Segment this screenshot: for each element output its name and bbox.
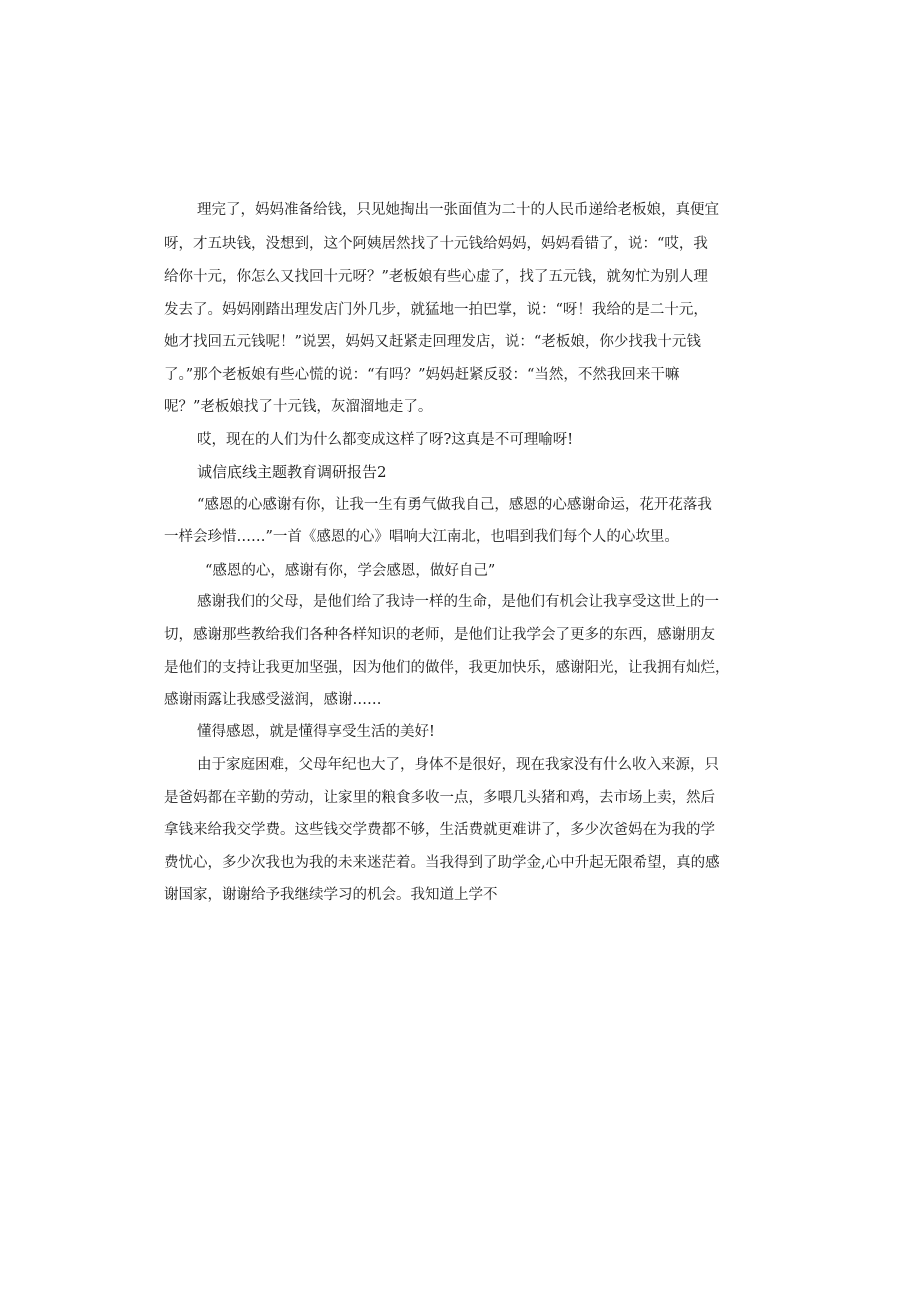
family-line: 是爸妈都在辛勤的劳动，让家里的粮食多收一点，多喂几头猪和鸡，去市场上卖，然后	[164, 790, 715, 806]
family-line: 由于家庭困难，父母年纪也大了，身体不是很好，现在我家没有什么收入来源，只	[197, 757, 719, 773]
sigh-line: 哎，现在的人们为什么都变成这样了呀?这真是不可理喻呀!	[197, 432, 574, 448]
quote-line: 一样会珍惜……”一首《感恩的心》唱响大江南北，也唱到我们每个人的心坎里。	[164, 529, 679, 545]
story-line: 发去了。妈妈刚踏出理发店门外几步，就猛地一拍巴掌，说：“呀！我给的是二十元，	[164, 302, 708, 318]
thanks-line: 切，感谢那些教给我们各种各样知识的老师，是他们让我学会了更多的东西，感谢朋友	[164, 627, 715, 643]
family-line: 费忧心，多少次我也为我的未来迷茫着。当我得到了助学金,心中升起无限希望，真的感	[164, 855, 720, 871]
report-heading: 诚信底线主题教育调研报告2	[197, 463, 387, 481]
thanks-line: 是他们的支持让我更加坚强，因为他们的做伴，我更加快乐，感谢阳光，让我拥有灿烂，	[164, 660, 730, 676]
story-line: 理完了，妈妈准备给钱，只见她掏出一张面值为二十的人民币递给老板娘，真便宜	[197, 202, 719, 218]
story-line: 呀，才五块钱，没想到，这个阿姨居然找了十元钱给妈妈，妈妈看错了，说：“哎，我	[164, 236, 708, 252]
gratitude-line: 懂得感恩，就是懂得享受生活的美好!	[197, 724, 435, 740]
story-line: 给你十元，你怎么又找回十元呀？”老板娘有些心虚了，找了五元钱，就匆忙为别人理	[164, 269, 708, 285]
motto-line: “感恩的心，感谢有你，学会感恩，做好自己”	[205, 563, 496, 579]
story-line: 她才找回五元钱呢！”说罢，妈妈又赶紧走回理发店，说：“老板娘，你少找我十元钱	[164, 334, 701, 350]
thanks-line: 感谢雨露让我感受滋润，感谢……	[164, 692, 382, 708]
family-line: 谢国家，谢谢给予我继续学习的机会。我知道上学不	[164, 887, 498, 903]
story-line: 了。”那个老板娘有些心慌的说：“有吗？”妈妈赶紧反驳：“当然，不然我回来干嘛	[164, 367, 680, 383]
story-line: 呢？”老板娘找了十元钱，灰溜溜地走了。	[164, 399, 433, 415]
quote-line: “感恩的心感谢有你，让我一生有勇气做我自己，感恩的心感谢命运，花开花落我	[197, 497, 712, 513]
family-line: 拿钱来给我交学费。这些钱交学费都不够，生活费就更难讲了，多少次爸妈在为我的学	[164, 822, 715, 838]
thanks-line: 感谢我们的父母，是他们给了我诗一样的生命，是他们有机会让我享受这世上的一	[197, 594, 719, 610]
